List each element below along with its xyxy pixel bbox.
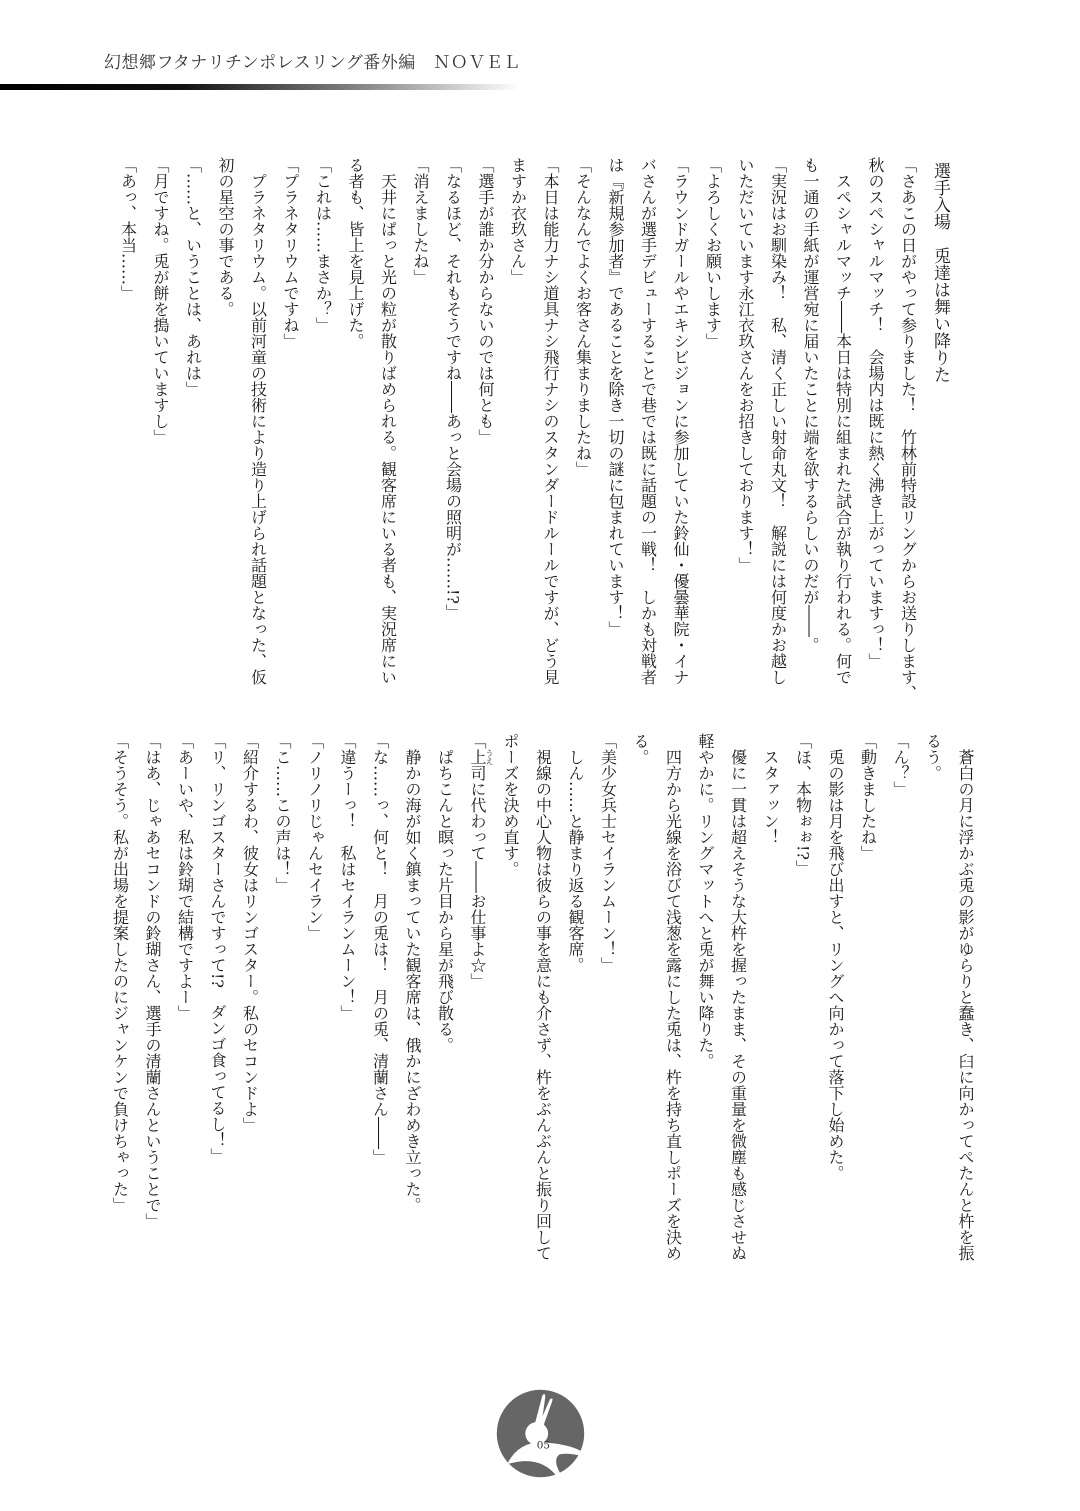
text-column: 「ほ、本物ぉぉ!?」	[793, 733, 813, 877]
text-column: 「月ですね。兎が餅を搗いていますし」	[151, 157, 170, 445]
text-column: 四方から光線を浴びて浅葱を露にした兎は、杵を持ち直しポーズを決め	[663, 733, 683, 1261]
text-column: スペシャルマッチ――本日は特別に組まれた試合が執り行われる。何で	[833, 157, 853, 685]
text-column: る者も、皆上を見上げた。	[346, 157, 365, 349]
page-number-badge	[493, 1386, 588, 1481]
text-column: ますか衣玖さん」	[508, 157, 528, 285]
text-column: バさんが選手デビューすることで巷では既に話題の一戦！ しかも対戦者	[638, 157, 658, 685]
text-column: 蒼白の月に浮かぶ兎の影がゆらりと蠢き、臼に向かってぺたんと杵を振	[956, 733, 975, 1261]
chapter-title: 選手入場 兎達は舞い降りた	[930, 162, 950, 383]
text-column: 「美少女兵士セイランムーン！」	[598, 733, 618, 973]
text-column: 「違うーっ！ 私はセイランムーン！」	[338, 733, 357, 1021]
text-column: ポーズを決め直す。	[501, 733, 520, 877]
text-column	[461, 733, 494, 1313]
text-column: 天井にぱっと光の粒が散りばめられる。観客席にいる者も、実況席にい	[378, 157, 398, 685]
text-column: ぱちこんと瞑った片目から星が飛び散る。	[435, 733, 455, 1053]
text-column: 「な……っ、何と！ 月の兎は！ 月の兎、清蘭さん――」	[370, 733, 390, 1165]
text-column: しん……と静まり返る観客席。	[566, 733, 585, 973]
text-column: 「プラネタリウムですね」	[281, 157, 300, 349]
text-column: 兎の影は月を飛び出すと、リングへ向かって落下し始めた。	[826, 733, 845, 1181]
text-column: スタァッン！	[761, 733, 780, 845]
text-column: 「消えましたね」	[411, 157, 430, 285]
text-column: 「紹介するわ、彼女はリンゴスター。私のセコンドよ」	[240, 733, 260, 1133]
text-column: 「選手が誰か分からないのでは何とも」	[476, 157, 495, 445]
text-column: るう。	[923, 733, 943, 781]
page-number: 05	[536, 1439, 550, 1452]
text-column: 「ノリノリじゃんセイラン」	[305, 733, 325, 941]
text-column: 「さあこの日がやって参りました！ 竹林前特設リングからお送りします、	[898, 157, 918, 701]
text-column: 「こ……この声は！」	[273, 733, 292, 893]
text-column: 秋のスペシャルマッチ！ 会場内は既に熱く沸き上がっていますっ！」	[866, 157, 885, 669]
text-column: る。	[631, 733, 650, 765]
bottom-text-block	[103, 733, 981, 1313]
text-column: 軽やかに。リングマットへと兎が舞い降りた。	[696, 733, 715, 1069]
text-column: は『新規参加者』であることを除き一切の謎に包まれています！」	[606, 157, 625, 637]
text-column: 「……と、いうことは、あれは」	[183, 157, 203, 397]
text-column: 「そうそう。私が出場を提案したのにジャンケンで負けちゃった」	[110, 733, 130, 1213]
ruby-base: 上	[468, 749, 487, 765]
running-header: 幻想郷フタナリチンポレスリング番外編 ＮＯＶＥＬ	[104, 53, 521, 73]
text-column: 「ラウンドガールやエキシビジョンに参加していた鈴仙・優曇華院・イナ	[671, 157, 690, 685]
text-column: プラネタリウム。以前河童の技術により造り上げられ話題となった、仮	[248, 157, 268, 685]
text-segment: 「	[468, 733, 487, 749]
text-segment: 司に代わって――お仕事よ☆」	[468, 765, 487, 989]
text-column: 「あっ、本当……」	[118, 157, 138, 301]
text-column: 「あーいや、私は鈴瑚で結構ですよー」	[175, 733, 195, 1021]
text-column: 静かの海が如く鎮まっていた観客席は、俄かにざわめき立った。	[403, 733, 422, 1213]
text-column: いただいています永江衣玖さんをお招きしております！」	[736, 157, 755, 573]
text-column: も一通の手紙が運営宛に届いたことに端を欲するらしいのだが――。	[801, 157, 820, 653]
text-column: 「よろしくお願いします」	[703, 157, 723, 349]
text-column: 「実況はお馴染み！ 私、清く正しい射命丸文！ 解説には何度かお越し	[768, 157, 788, 685]
text-column: 「はあ、じゃあセコンドの鈴瑚さん、選手の清蘭さんということで」	[143, 733, 162, 1229]
text-column: 「本日は能力ナシ道具ナシ飛行ナシのスタンダードルールですが、どう見	[541, 157, 560, 685]
header-rule	[0, 84, 520, 90]
text-column: 「そんなんでよくお客さん集まりましたね」	[573, 157, 593, 477]
text-column: 「リ、リンゴスターさんですって!? ダンゴ食ってるし！」	[208, 733, 227, 1165]
top-text-block	[111, 157, 956, 713]
text-column: 「ん？」	[891, 733, 910, 797]
text-column: 「これは……まさか？」	[313, 157, 333, 333]
text-column: 「なるほど、それもそうですね――あっと会場の照明が……!?」	[443, 157, 463, 621]
ruby-reading: うえ	[485, 749, 494, 765]
ruby-annotation	[468, 749, 494, 765]
text-column: 初の星空の事である。	[216, 157, 235, 317]
text-column: 「動きましたね」	[858, 733, 878, 861]
text-column: 優に一貫は超えそうな大杵を握ったまま、その重量を微塵も感じさせぬ	[728, 733, 748, 1261]
text-column: 視線の中心人物は彼らの事を意にも介さず、杵をぶんぶんと振り回して	[533, 733, 553, 1261]
